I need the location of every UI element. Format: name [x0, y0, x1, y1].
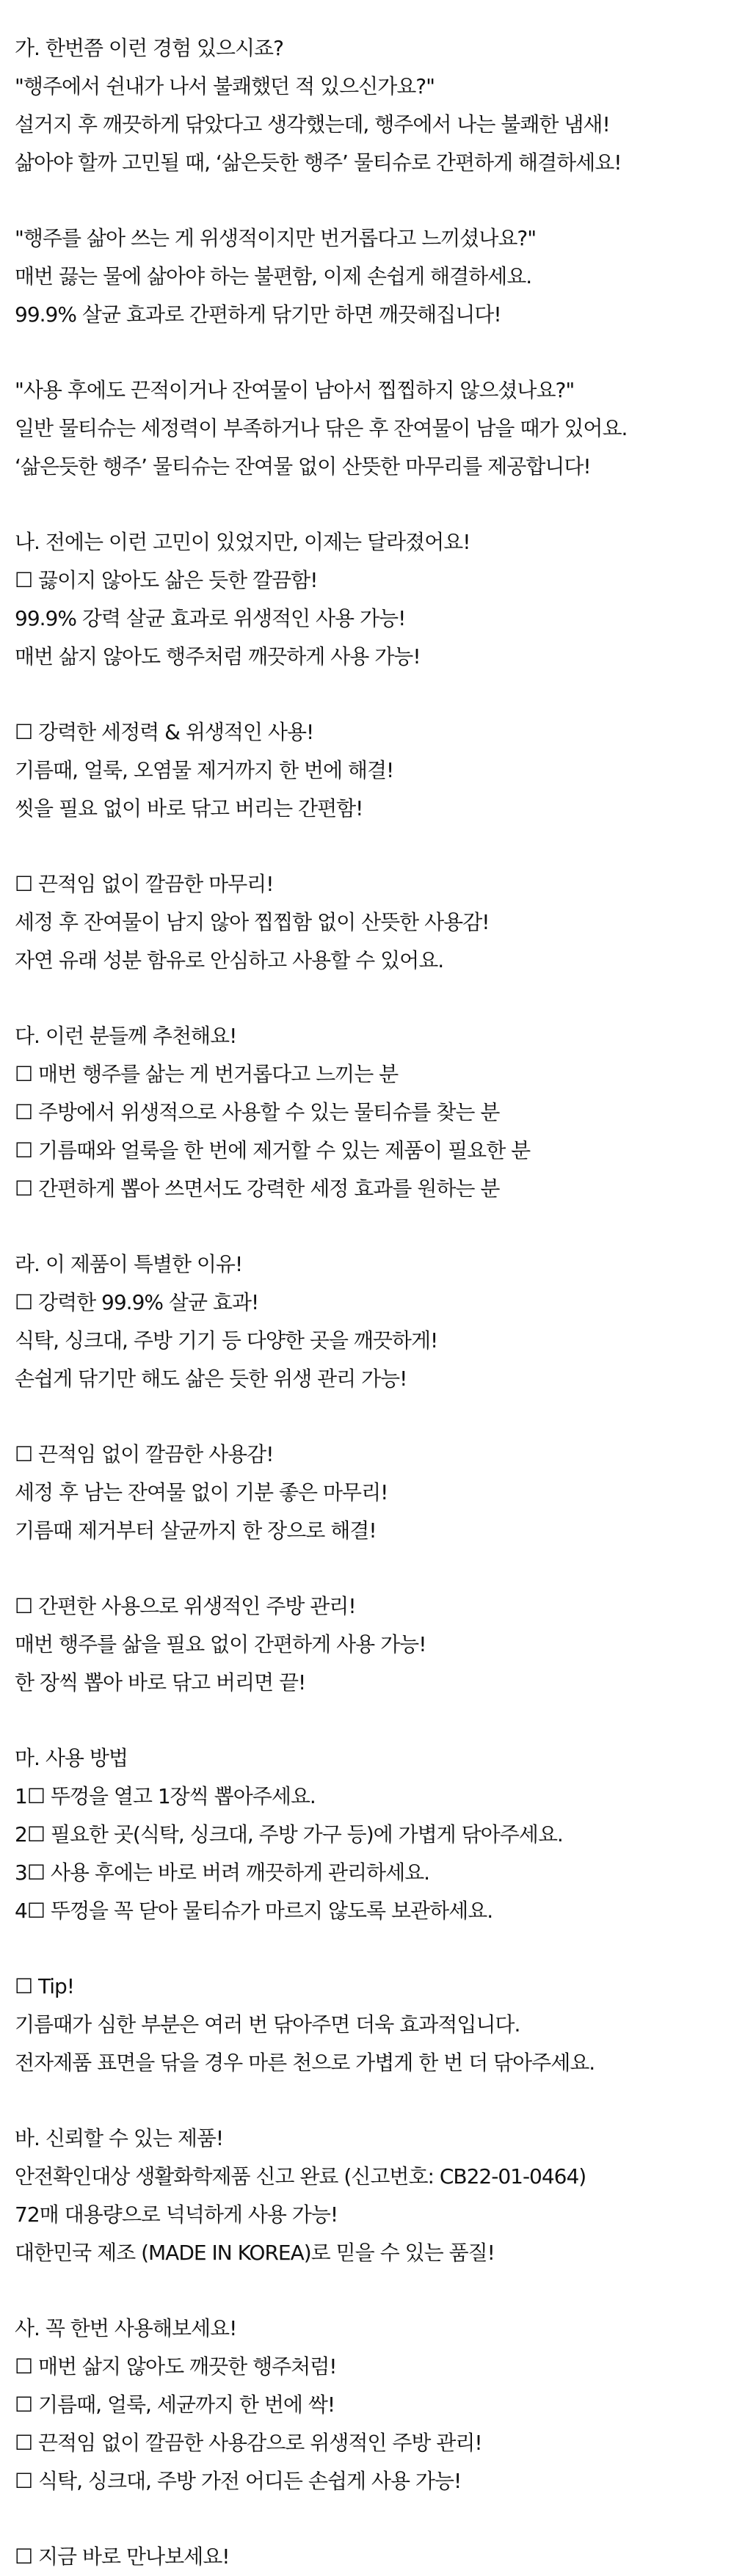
section-ba	[15, 2120, 712, 2272]
text-line: ☐ 매번 행주를 삶는 게 번거롭다고 느끼는 분	[15, 1062, 399, 1086]
text-line: ☐ 매번 삶지 않아도 깨끗한 행주처럼!	[15, 2354, 337, 2379]
text-line: ☐ 기름때와 얼룩을 한 번에 제거할 수 있는 제품이 필요한 분	[15, 1138, 531, 1163]
section-heading-line: "사용 후에도 끈적이거나 잔여물이 남아서 찝찝하지 않으셨나요?"	[15, 378, 575, 402]
text-line: 72매 대용량으로 넉넉하게 사용 가능!	[15, 2202, 338, 2227]
text-line: 2☐ 필요한 곳(식탁, 싱크대, 주방 가구 등)에 가볍게 닦아주세요.	[15, 1822, 563, 1847]
section-intro-3	[15, 371, 712, 486]
section-tip	[15, 1968, 712, 2082]
text-line: 손쉽게 닦기만 해도 삶은 듯한 위생 관리 가능!	[15, 1367, 407, 1391]
text-line: 자연 유래 성분 함유로 안심하고 사용할 수 있어요.	[15, 948, 444, 972]
text-line: 일반 물티슈는 세정력이 부족하거나 닦은 후 잔여물이 남을 때가 있어요.	[15, 416, 628, 440]
text-line: ☐ 주방에서 위생적으로 사용할 수 있는 물티슈를 찾는 분	[15, 1100, 500, 1124]
section-na-3	[15, 865, 712, 980]
section-na	[15, 523, 712, 676]
paragraph-spacer	[15, 980, 712, 1017]
section-heading-line: 바. 신뢰할 수 있는 제품!	[15, 2126, 224, 2150]
section-heading-line: 가. 한번쯤 이런 경험 있으시죠?	[15, 36, 283, 60]
section-cta	[15, 2538, 712, 2576]
paragraph-spacer	[15, 1550, 712, 1587]
text-line: 식탁, 싱크대, 주방 기기 등 다양한 곳을 깨끗하게!	[15, 1328, 438, 1353]
text-line: 씻을 필요 없이 바로 닦고 버리는 간편함!	[15, 796, 363, 821]
paragraph-spacer	[15, 2272, 712, 2310]
section-heading-line: ☐ 강력한 세정력 & 위생적인 사용!	[15, 720, 314, 744]
paragraph-spacer	[15, 334, 712, 371]
text-line: 기름때가 심한 부분은 여러 번 닦아주면 더욱 효과적입니다.	[15, 2012, 520, 2037]
text-line: ☐ 끓이지 않아도 삶은 듯한 깔끔함!	[15, 568, 318, 592]
section-da	[15, 1017, 712, 1208]
text-line: 대한민국 제조 (MADE IN KOREA)로 믿을 수 있는 품질!	[15, 2241, 495, 2265]
text-line: 3☐ 사용 후에는 바로 버려 깨끗하게 관리하세요.	[15, 1860, 430, 1885]
section-na-2	[15, 713, 712, 828]
text-line: 안전확인대상 생활화학제품 신고 완료 (신고번호: CB22-01-0464)	[15, 2164, 586, 2188]
paragraph-spacer	[15, 676, 712, 713]
text-line: ‘삶은듯한 행주’ 물티슈는 잔여물 없이 산뜻한 마무리를 제공합니다!	[15, 454, 591, 479]
section-ra-3	[15, 1587, 712, 1702]
text-line: 전자제품 표면을 닦을 경우 마른 천으로 가볍게 한 번 더 닦아주세요.	[15, 2051, 595, 2075]
text-line: 99.9% 강력 살균 효과로 위생적인 사용 가능!	[15, 606, 406, 630]
paragraph-spacer	[15, 1208, 712, 1245]
text-line: 1☐ 뚜껑을 열고 1장씩 뽑아주세요.	[15, 1784, 316, 1808]
section-heading-line: 사. 꼭 한번 사용해보세요!	[15, 2316, 237, 2340]
text-line: ☐ 끈적임 없이 깔끔한 사용감으로 위생적인 주방 관리!	[15, 2431, 482, 2455]
section-heading-line: ☐ 끈적임 없이 깔끔한 사용감!	[15, 1442, 274, 1466]
section-intro-2	[15, 219, 712, 334]
text-line: 4☐ 뚜껑을 꼭 닫아 물티슈가 마르지 않도록 보관하세요.	[15, 1899, 493, 1923]
text-line: 매번 끓는 물에 삶아야 하는 불편함, 이제 손쉽게 해결하세요.	[15, 264, 532, 288]
section-heading-line: 다. 이런 분들께 추천해요!	[15, 1024, 237, 1048]
section-sa	[15, 2310, 712, 2500]
text-line: 99.9% 살균 효과로 간편하게 닦기만 하면 깨끗해집니다!	[15, 302, 501, 327]
section-ma	[15, 1739, 712, 1930]
paragraph-spacer	[15, 2082, 712, 2120]
text-line: 한 장씩 뽑아 바로 닦고 버리면 끝!	[15, 1670, 306, 1695]
text-line: 설거지 후 깨끗하게 닦았다고 생각했는데, 행주에서 나는 불쾌한 냄새!	[15, 112, 610, 137]
text-line: 매번 삶지 않아도 행주처럼 깨끗하게 사용 가능!	[15, 644, 421, 669]
section-heading-line: ☐ Tip!	[15, 1974, 75, 1998]
paragraph-spacer	[15, 182, 712, 219]
paragraph-spacer	[15, 828, 712, 865]
section-heading-line: ☐ 끈적임 없이 깔끔한 마무리!	[15, 872, 274, 896]
text-line: 매번 행주를 삶을 필요 없이 간편하게 사용 가능!	[15, 1632, 426, 1656]
section-heading-line: ☐ 지금 바로 만나보세요!	[15, 2544, 230, 2569]
paragraph-spacer	[15, 1398, 712, 1436]
text-line: 세정 후 잔여물이 남지 않아 찝찝함 없이 산뜻한 사용감!	[15, 910, 490, 934]
paragraph-spacer	[15, 486, 712, 523]
section-ra	[15, 1245, 712, 1398]
section-ra-2	[15, 1436, 712, 1550]
paragraph-spacer	[15, 1702, 712, 1739]
paragraph-spacer	[15, 1930, 712, 1968]
text-line: "행주에서 쉰내가 나서 불쾌했던 적 있으신가요?"	[15, 74, 435, 98]
text-line: ☐ 간편하게 뽑아 쓰면서도 강력한 세정 효과를 원하는 분	[15, 1176, 500, 1201]
text-line: 기름때, 얼룩, 오염물 제거까지 한 번에 해결!	[15, 758, 394, 782]
text-line: 삶아야 할까 고민될 때, ‘삶은듯한 행주’ 물티슈로 간편하게 해결하세요!	[15, 150, 622, 175]
section-heading-line: "행주를 삶아 쓰는 게 위생적이지만 번거롭다고 느끼셨나요?"	[15, 226, 537, 250]
section-intro	[15, 29, 712, 182]
text-line: 세정 후 남는 잔여물 없이 기분 좋은 마무리!	[15, 1480, 388, 1505]
text-line: ☐ 강력한 99.9% 살균 효과!	[15, 1290, 259, 1314]
paragraph-spacer	[15, 2500, 712, 2538]
text-line: ☐ 기름때, 얼룩, 세균까지 한 번에 싹!	[15, 2393, 335, 2417]
text-line: ☐ 식탁, 싱크대, 주방 가전 어디든 손쉽게 사용 가능!	[15, 2469, 462, 2493]
section-heading-line: 마. 사용 방법	[15, 1746, 128, 1770]
text-line: 기름때 제거부터 살균까지 한 장으로 해결!	[15, 1518, 377, 1543]
section-heading-line: ☐ 간편한 사용으로 위생적인 주방 관리!	[15, 1594, 356, 1618]
section-heading-line: 나. 전에는 이런 고민이 있었지만, 이제는 달라졌어요!	[15, 530, 470, 554]
section-heading-line: 라. 이 제품이 특별한 이유!	[15, 1252, 243, 1276]
